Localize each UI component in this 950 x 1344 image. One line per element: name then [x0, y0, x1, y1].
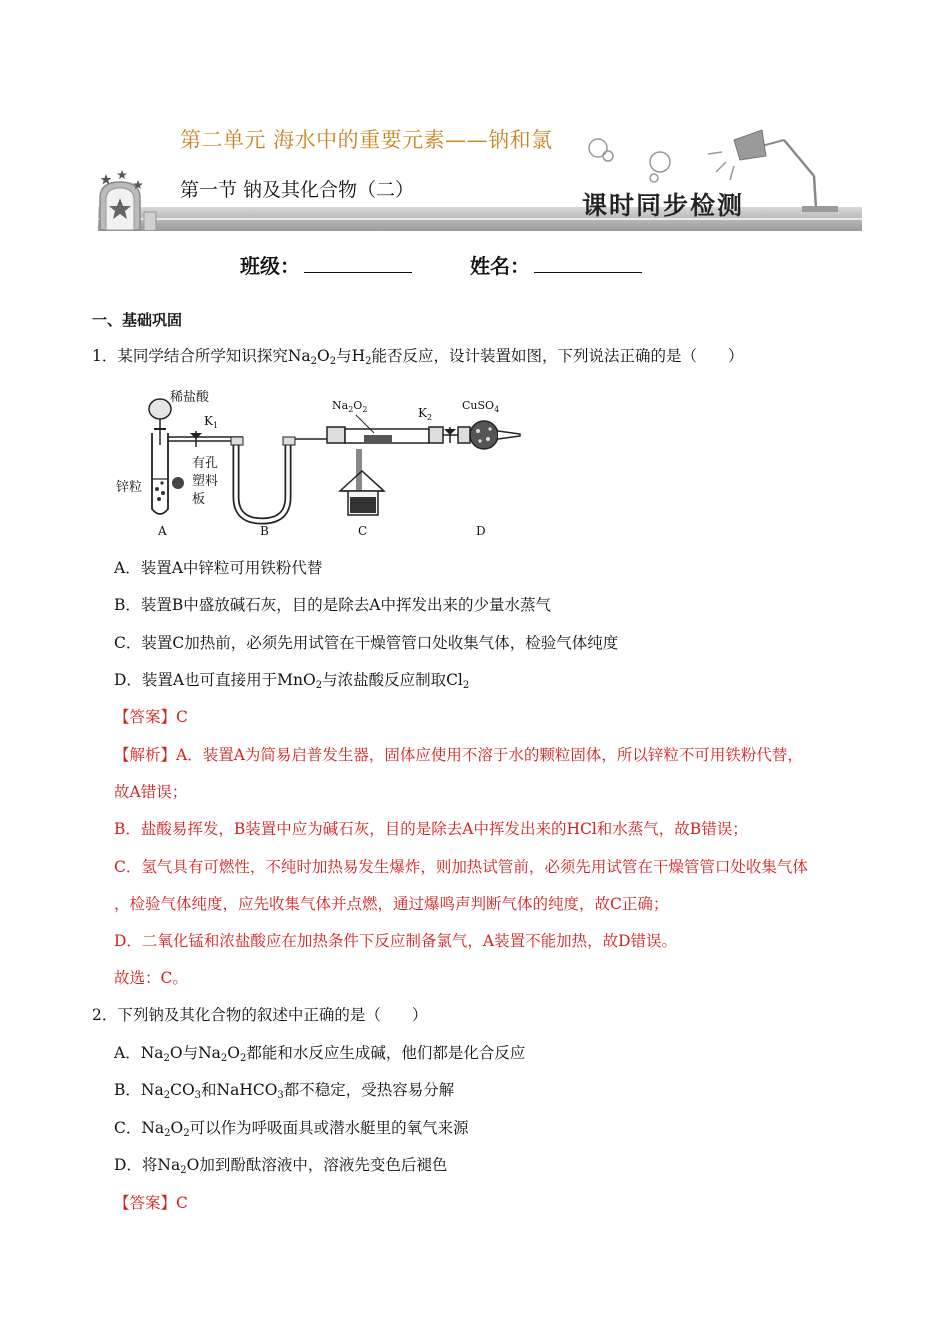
label-plate-2: 塑料 — [192, 474, 219, 489]
class-field — [240, 250, 412, 279]
class-label: 班级： — [240, 254, 300, 278]
q1-answer: 【答案】C — [114, 708, 188, 726]
label-cuso4: CuSO$_4$ — [462, 399, 500, 414]
label-k1: $K_1$ — [204, 414, 219, 430]
apparatus-c — [327, 415, 443, 515]
label-na2o2: $Na_2O_2$ — [332, 399, 368, 414]
q1-analysis-5: ，检验气体纯度，应先收集气体并点燃，通过爆鸣声判断气体的纯度，故C正确； — [114, 895, 669, 913]
q1-option-b: B．装置B中盛放碱石灰，目的是除去A中挥发出来的少量水蒸气 — [114, 596, 551, 614]
name-label: 姓名： — [470, 254, 530, 278]
label-plate-1: 有孔 — [192, 456, 219, 471]
q1-stem: 1．某同学结合所学知识探究$Na_2O_2$与$H_2$能否反应，设计装置如图，下列说法正确的是（ ） — [92, 347, 744, 367]
apparatus-diagram — [112, 385, 524, 541]
q2-option-b: B．$Na_2CO_3$和NaHCO$_3$都不稳定，受热容易分解 — [114, 1081, 455, 1101]
name-field — [470, 250, 642, 279]
q1-analysis-3: B．盐酸易挥发，B装置中应为碱石灰，目的是除去A中挥发出来的HCl和水蒸气，故B错误； — [114, 820, 748, 838]
q1-analysis-4: C．氢气具有可燃性，不纯时加热易发生爆炸，则加热试管前，必须先用试管在干燥管管口处收集气体 — [114, 858, 808, 876]
unit-title: 第二单元 海水中的重要元素——钠和氯 — [180, 128, 553, 152]
q1-option-c: C．装置C加热前，必须先用试管在干燥管管口处收集气体，检验气体纯度 — [114, 634, 619, 652]
q1-option-a: A．装置A中锌粒可用铁粉代替 — [114, 559, 323, 577]
q1-analysis-6: D．二氧化锰和浓盐酸应在加热条件下反应制备氯气，A装置不能加热，故D错误。 — [114, 932, 678, 950]
apparatus-b — [231, 437, 327, 521]
label-plate-3: 板 — [192, 492, 206, 507]
label-a: A — [158, 524, 167, 538]
label-d: D — [476, 524, 486, 538]
label-c: C — [358, 524, 368, 538]
label-acid: 稀盐酸 — [170, 390, 210, 405]
label-zinc: 锌粒 — [116, 480, 143, 495]
q2-option-d: D．将$Na_2O$加到酚酞溶液中，溶液先变色后褪色 — [114, 1156, 448, 1176]
q2-option-c: C．$Na_2O_2$可以作为呼吸面具或潜水艇里的氧气来源 — [114, 1119, 469, 1139]
section-title: 第一节 钠及其化合物（二） — [180, 179, 415, 201]
class-blank — [304, 254, 412, 273]
label-b: B — [260, 524, 269, 538]
label-k2: $K_2$ — [418, 406, 433, 422]
q1-option-d: D．装置A也可直接用于MnO$_2$与浓盐酸反应制取$Cl_2$ — [114, 671, 470, 691]
q2-answer: 【答案】C — [114, 1194, 188, 1212]
q2-option-a: A．$Na_2O$与$Na_2O_2$都能和水反应生成碱，他们都是化合反应 — [114, 1044, 526, 1064]
apparatus-a — [149, 399, 232, 514]
q1-analysis-2: 故A错误； — [114, 783, 188, 801]
q1-conclusion: 故选：C。 — [114, 969, 188, 987]
name-blank — [534, 254, 642, 273]
banner-title: 课时同步检测 — [582, 191, 745, 220]
apparatus-d — [443, 421, 520, 449]
q2-stem: 2．下列钠及其化合物的叙述中正确的是（ ） — [92, 1006, 428, 1024]
star-badge-icon — [96, 168, 166, 232]
section-heading: 一、基础巩固 — [92, 311, 183, 329]
q1-analysis-1: 【解析】A．装置A为简易启普发生器，固体应使用不溶于水的颗粒固体，所以锌粒不可用铁粉代替， — [114, 746, 803, 764]
